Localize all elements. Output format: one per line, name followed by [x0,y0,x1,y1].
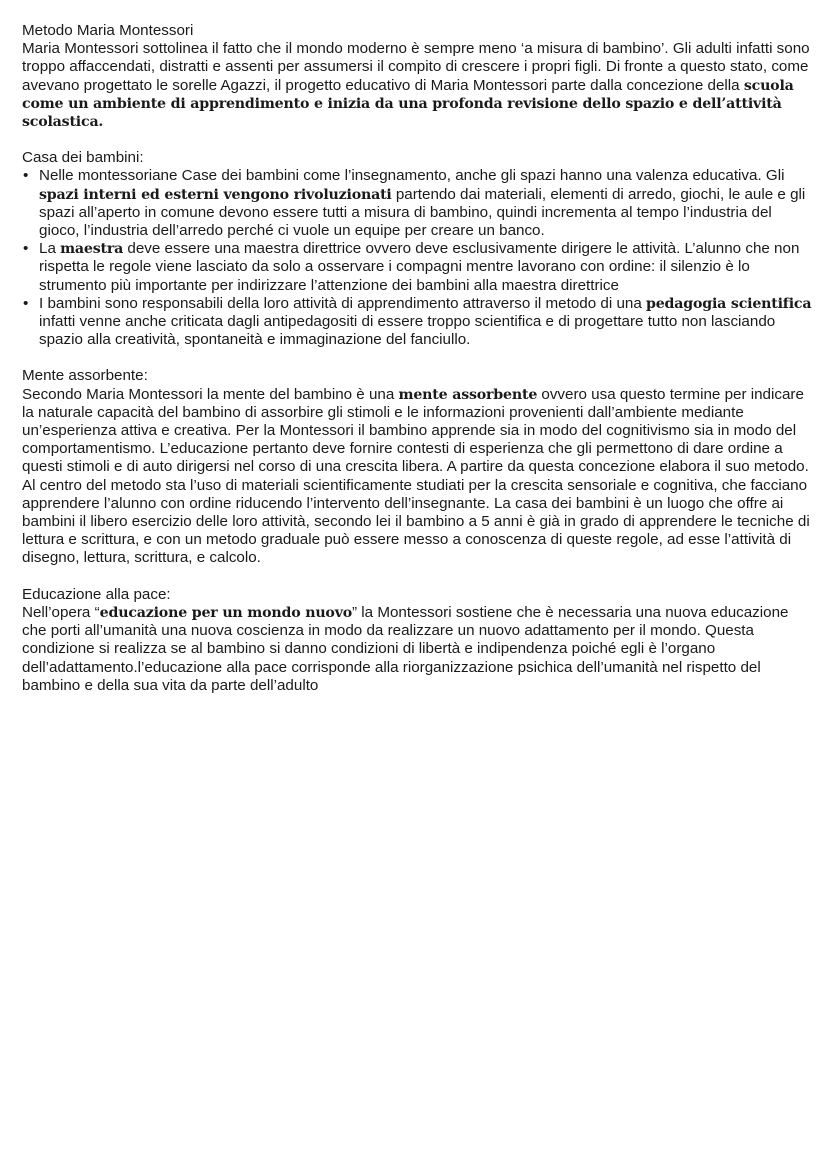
casa-bullet-item [22,295,812,350]
intro-bold-text: scuola come un ambiente di apprendimento e inizia da una profonda revisione dello spazio e dell’attività scolastica. [22,77,794,131]
section-title-mente: Mente assorbente: [22,367,148,385]
section-intro [22,22,812,131]
bullet-text: infatti venne anche criticata dagli antipedagositi di essere troppo scientifica e di progettare tutto non lasciando spazio alla creatività, spontaneità e immaginazione del fanciullo. [39,313,776,349]
bullet-bold-text: spazi interni ed esterni vengono rivoluzionati [39,186,392,203]
section-title-casa: Casa dei bambini: [22,149,144,167]
mente-text: Secondo Maria Montessori la mente del bambino è una [22,385,399,403]
bullet-text: partendo dai materiali, elementi di arredo, giochi, le aule e gli spazi all’aperto in comune devono essere tutti a misura di bambino, quindi incrementa al tempo l’industria del gioco, l’industria dell’arredo perché ci vuole un equipe per creare un banco. [39,185,806,240]
document-page [22,22,812,713]
bullet-text: deve essere una maestra direttrice ovvero deve esclusivamente dirigere le attività. L’alunno che non rispetta le regole viene lasciato da solo a osservare i compagni mentre lavorano con ordine: il silenzio è lo strumento più importante per indirizzare l’attenzione dei bambini alla maestra direttrice [39,240,800,294]
pace-bold-text: educazione per un mondo nuovo [99,604,352,621]
mente-bold-text: mente assorbente [398,386,538,403]
section-mente-assorbente [22,367,812,567]
section-title-metodo: Metodo Maria Montessori [22,22,194,39]
pace-paragraph [22,604,812,695]
bullet-text: La [39,240,61,258]
mente-paragraph [22,386,812,568]
intro-paragraph [22,40,812,131]
pace-text: Nell’opera “ [22,603,100,621]
section-educazione-pace [22,586,812,695]
bullet-bold-text: maestra [60,241,124,258]
casa-bullet-list [22,167,812,349]
mente-text: ovvero usa questo termine per indicare la naturale capacità del bambino di assorbire gli stimoli e le informazioni provenienti dall’ambiente mediante un’esperienza attiva e creativa. Per la Montessori il bambino apprende sia in modo del cognitivismo sia in modo del comportamentismo. L’educazione pertanto deve fornire contesti di esperienza che gli permettono di dare ordine a questi stimoli e di auto dirigersi nel corso di una crescita libera. A partire da questa concezione elabora il suo metodo. Al centro del metodo sta l’uso di materiali scientificamente studiati per la crescita sensoriale e cognitiva, che facciano apprendere l’alunno con ordine riducendo l’intervento dell’insegnante. La casa dei bambini è un luogo che offre ai bambini il libero esercizio delle loro attività, secondo lei il bambino a 5 anni è già in grado di apprendere le tecniche di lettura e scrittura, e con un metodo graduale può essere messo a conoscenza di queste regole, ad esse l’attività di disegno, lettura, scrittura, e calcolo. [22,385,810,567]
section-title-pace: Educazione alla pace: [22,585,171,603]
intro-text: Maria Montessori sottolinea il fatto che il mondo moderno è sempre meno ‘a misura di bambino’. Gli adulti infatti sono troppo affaccendati, distratti e assenti per assumersi il compito di crescere i propri figli. Di fronte a questo stato, come avevano progettato le sorelle Agazzi, il progetto educativo di Maria Montessori parte dalla concezione della [22,40,810,94]
bullet-text: I bambini sono responsabili della loro attività di apprendimento attraverso il metodo di una [39,294,647,312]
bullet-bold-text: pedagogia scientifica [646,295,812,312]
pace-text: ” la Montessori sostiene che è necessaria una nuova educazione che porti all’umanità una nuova coscienza in modo da realizzare un nuovo adattamento per il mondo. Questa condizione si realizza se al bambino si danno condizioni di libertà e indipendenza poiché egli è l’organo dell’adattamento.l’educazione alla pace corrisponde alla riorganizzazione psichica dell’umanità nel rispetto del bambino e della sua vita da parte dell’adulto [22,603,789,694]
casa-bullet-item [22,240,812,295]
bullet-text: Nelle montessoriane Case dei bambini come l’insegnamento, anche gli spazi hanno una valenza educativa. Gli [39,167,785,185]
casa-bullet-item [22,167,812,240]
section-casa-dei-bambini [22,149,812,349]
